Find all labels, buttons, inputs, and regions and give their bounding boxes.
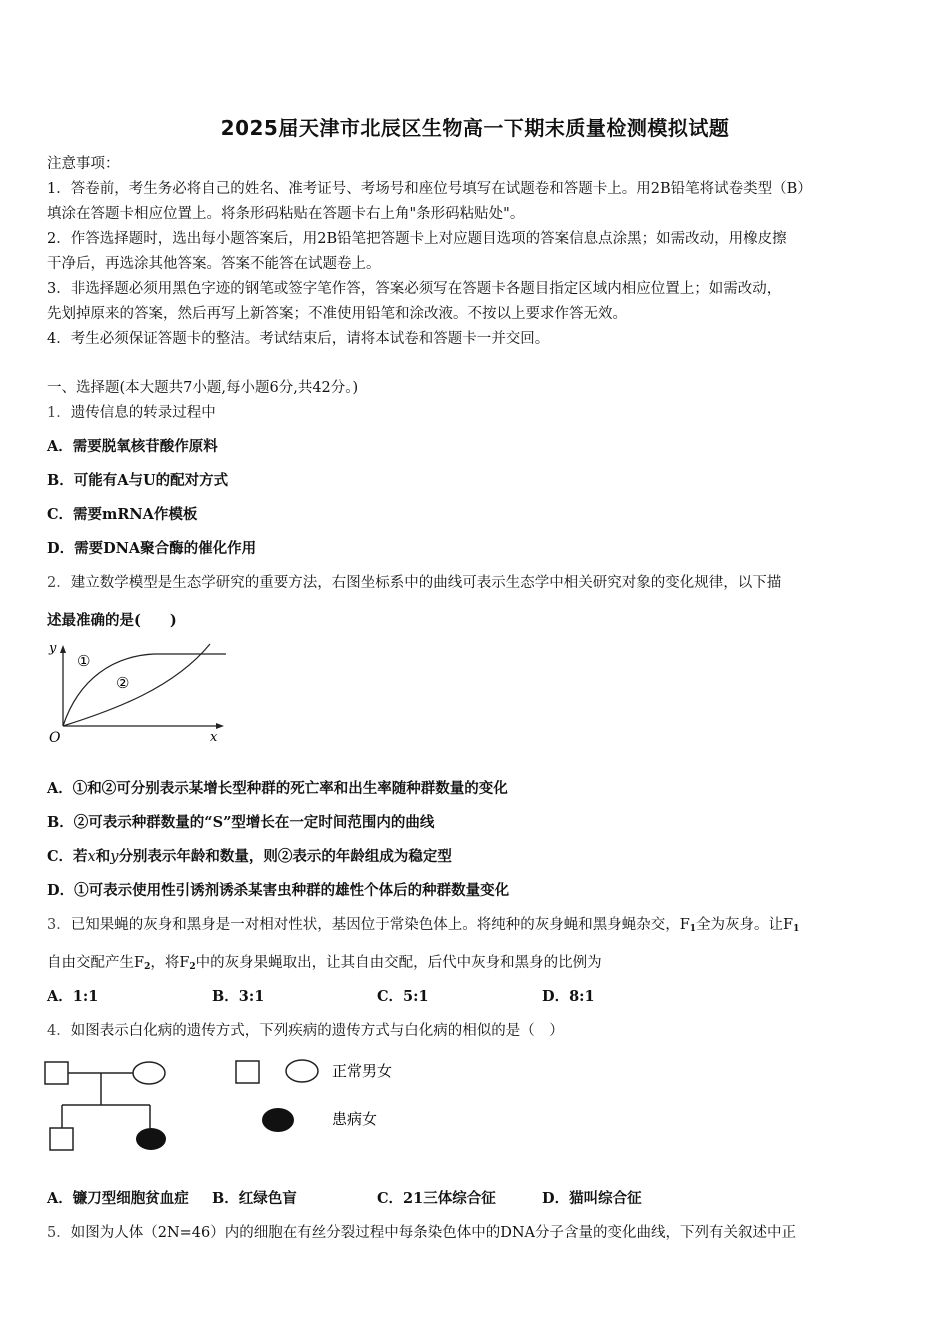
notice-heading: 注意事项： <box>47 156 120 172</box>
legend-normal-label: 正常男女 <box>332 1062 393 1080</box>
question-text: 中的灰身果蝇取出，让其自由交配，后代中灰身和黑身的比例为 <box>195 955 602 971</box>
option-text: 和 <box>95 848 111 865</box>
question-number: 1． <box>47 405 71 421</box>
subscript: 1 <box>689 924 697 934</box>
subscript: 2 <box>189 962 196 972</box>
question-number: 5． <box>47 1225 71 1241</box>
q2-option-a: A．①和②可分别表示某增长型种群的死亡率和出生率随种群数量的变化 <box>47 780 508 797</box>
q3-option-a: A．1:1 <box>47 988 99 1005</box>
question-5-stem <box>47 1221 796 1242</box>
question-text: 建立数学模型是生态学研究的重要方法，右图坐标系中的曲线可表示生态学中相关研究对象的变化规律，以下描 <box>70 575 782 591</box>
question-number: 4． <box>47 1023 71 1039</box>
pedigree-chart <box>40 1050 440 1160</box>
q3-option-d: D．8:1 <box>542 988 595 1005</box>
notice-line-2: 填涂在答题卡相应位置上。将条形码粘贴在答题卡右上角"条形码粘贴处"。 <box>47 206 525 222</box>
q1-option-b: B．可能有A与U的配对方式 <box>47 472 229 489</box>
page-title: 2025届天津市北辰区生物高一下期末质量检测模拟试题 <box>220 116 730 140</box>
q3-option-c: C．5:1 <box>377 988 429 1005</box>
y-axis-label: y <box>49 641 57 656</box>
father-square <box>45 1062 68 1084</box>
question-text: 自由交配产生F <box>47 955 145 971</box>
legend-affected-female <box>262 1108 294 1132</box>
q3-option-b: B．3:1 <box>212 988 265 1005</box>
subscript: 1 <box>793 924 800 934</box>
notice-line-7: 4．考生必须保证答题卡的整洁。考试结束后，请将本试卷和答题卡一并交回。 <box>47 331 550 347</box>
question-text: 如图表示白化病的遗传方式，下列疾病的遗传方式与白化病的相似的是（ ） <box>70 1023 564 1039</box>
q4-option-b: B．红绿色盲 <box>212 1190 297 1207</box>
q1-option-d: D．需要DNA聚合酶的催化作用 <box>47 540 257 557</box>
q2-option-b: B．②可表示种群数量的“S”型增长在一定时间范围内的曲线 <box>47 814 435 831</box>
q2-option-d: D．①可表示使用性引诱剂诱杀某害虫种群的雄性个体后的种群数量变化 <box>47 882 510 899</box>
population-curve-graph <box>44 638 234 750</box>
q4-option-d: D．猫叫综合征 <box>542 1190 642 1207</box>
var-y: y <box>110 849 119 865</box>
curve-1-label: ① <box>77 652 91 670</box>
question-2-stem-1 <box>47 571 781 592</box>
notice-line-1: 1．答卷前，考生务必将自己的姓名、准考证号、考场号和座位号填写在试题卷和答题卡上。用2B铅笔将试卷类型（B） <box>47 181 812 197</box>
question-text: 全为灰身。让F <box>696 917 794 933</box>
question-text: ，将F <box>150 955 190 971</box>
notice-line-4: 干净后，再选涂其他答案。答案不能答在试题卷上。 <box>47 256 381 272</box>
q2-option-c <box>47 845 452 866</box>
question-number: 3． <box>47 917 71 933</box>
notice-line-3: 2．作答选择题时，选出每小题答案后，用2B铅笔把答题卡上对应题目选项的答案信息点涂黑；如需改动，用橡皮擦 <box>47 231 787 247</box>
question-text: 遗传信息的转录过程中 <box>70 405 216 421</box>
q1-option-c: C．需要mRNA作模板 <box>47 506 198 523</box>
q4-option-c: C．21三体综合征 <box>377 1190 496 1207</box>
notice-line-5: 3．非选择题必须用黑色字迹的钢笔或签字笔作答，答案必须写在答题卡各题目指定区域内相应位置上；如需改动， <box>47 281 782 297</box>
notice-line-6: 先划掉原来的答案，然后再写上新答案；不准使用铅笔和涂改液。不按以上要求作答无效。 <box>47 306 627 322</box>
q4-option-a: A．镰刀型细胞贫血症 <box>47 1190 189 1207</box>
question-text: 如图为人体（2N=46）内的细胞在有丝分裂过程中每条染色体中的DNA分子含量的变化曲线，下列有关叙述中正 <box>70 1225 797 1241</box>
section-heading: 一、选择题(本大题共7小题,每小题6分,共42分。) <box>47 380 359 396</box>
legend-normal-male <box>236 1061 259 1083</box>
question-3-stem-1 <box>47 913 799 934</box>
origin-label: O <box>49 730 61 746</box>
legend-normal-female <box>286 1060 318 1082</box>
subscript: 2 <box>144 962 151 972</box>
legend-affected-label: 患病女 <box>332 1110 378 1128</box>
var-x: x <box>87 849 96 865</box>
affected-daughter-circle <box>136 1128 166 1150</box>
question-3-stem-2 <box>47 951 602 972</box>
question-4-stem <box>47 1019 564 1040</box>
y-axis-arrow <box>60 645 66 653</box>
q1-option-a: A．需要脱氧核苷酸作原料 <box>47 438 218 455</box>
mother-circle <box>133 1062 165 1084</box>
option-text: C．若 <box>47 848 88 865</box>
question-text: 已知果蝇的灰身和黑身是一对相对性状，基因位于常染色体上。将纯种的灰身蝇和黑身蝇杂交，F <box>70 917 690 933</box>
son-square <box>50 1128 73 1150</box>
question-number: 2． <box>47 575 71 591</box>
x-axis-arrow <box>216 723 224 729</box>
question-2-stem-2: 述最准确的是( ) <box>47 612 177 629</box>
question-1-stem <box>47 401 216 422</box>
curve-2-label: ② <box>116 674 130 692</box>
x-axis-label: x <box>210 730 218 745</box>
option-text: 分别表示年龄和数量，则②表示的年龄组成为稳定型 <box>118 848 452 865</box>
